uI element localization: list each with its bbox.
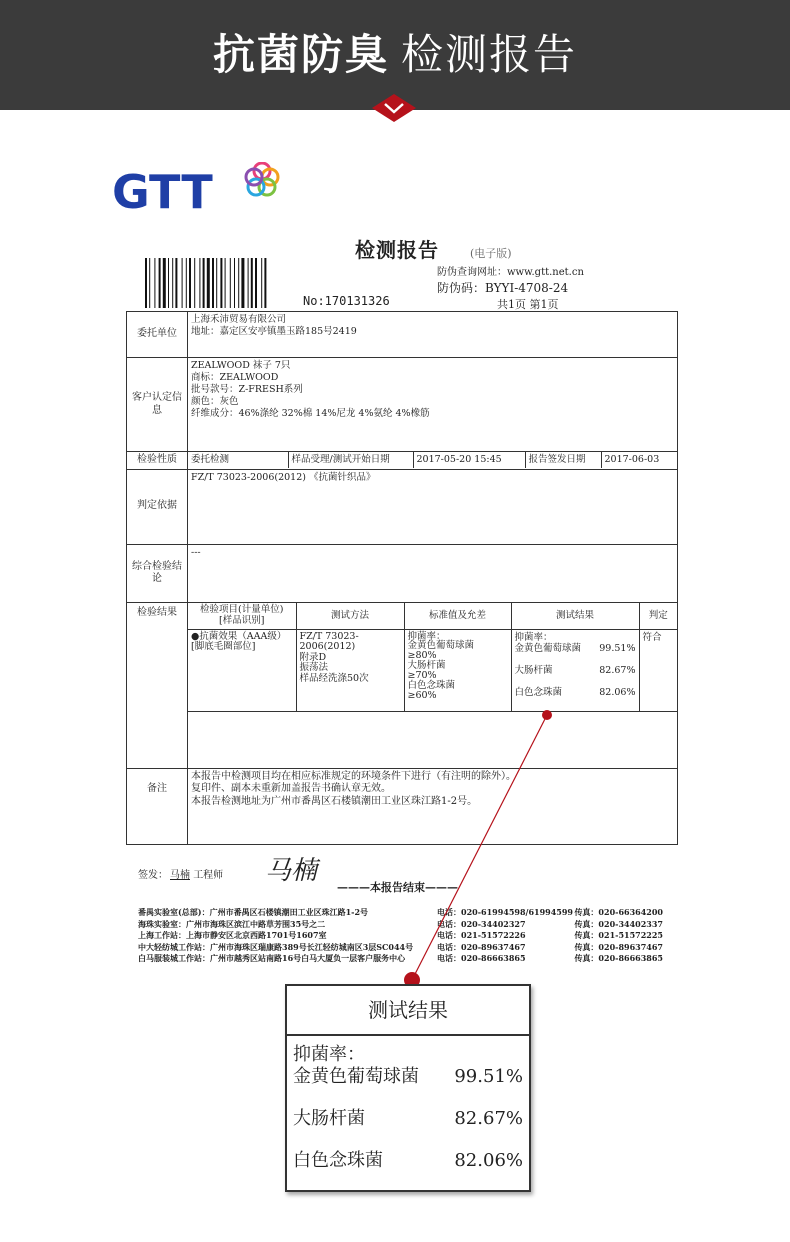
tel: 电话：020-61994598/61994599 xyxy=(437,907,574,917)
sample-line-3: 批号款号：Z-FRESH系列 xyxy=(191,383,303,395)
nature-value: 委托检测 xyxy=(188,452,288,468)
method-line-5: 样品经洗涤50次 xyxy=(299,673,369,684)
fax: 传真：021-51572225 xyxy=(574,930,663,940)
results-label: 检验结果 xyxy=(127,602,188,768)
header-method: 测试方法 xyxy=(296,603,404,630)
remarks-label: 备注 xyxy=(127,768,188,844)
sign-title: 工程师 xyxy=(193,870,224,881)
method-line-3: 附录D xyxy=(299,651,327,663)
callout-name: 白色念珠菌 xyxy=(293,1150,383,1171)
callout-value: 99.51% xyxy=(454,1066,523,1087)
result-name: 大肠杆菌 xyxy=(514,665,553,677)
callout-value: 82.67% xyxy=(454,1108,523,1129)
callout-value: 82.06% xyxy=(454,1150,523,1171)
tel: 电话：020-86663865 xyxy=(437,953,526,963)
standard-line-2: 金黄色葡萄球菌 xyxy=(407,640,475,652)
header-standard: 标准值及允差 xyxy=(404,603,511,630)
receive-date-value: 2017-05-20 15:45 xyxy=(413,452,525,468)
fax: 传真：020-86663865 xyxy=(574,953,663,963)
basis-label: 判定依据 xyxy=(127,469,188,544)
sample-line-1: ZEALWOOD 袜子 7只 xyxy=(191,360,291,371)
item-name: ●抗菌效果（AAA级） xyxy=(191,630,287,642)
method-line-4: 振荡法 xyxy=(299,662,329,674)
standard-line-7: ≥60% xyxy=(407,690,437,702)
issue-date-value: 2017-06-03 xyxy=(601,452,677,468)
document-title: 检测报告 xyxy=(355,238,439,262)
receive-date-label: 样品受理/测试开始日期 xyxy=(288,452,413,468)
report-end: ———本报告结束——— xyxy=(337,881,458,894)
remarks-line-2: 复印件、副本未重新加盖报告书确认章无效。 xyxy=(191,783,391,794)
sign-name: 马楠 xyxy=(170,870,190,881)
standard-line-4: 大肠杆菌 xyxy=(407,660,446,672)
address-line: 中大轻纺城工作站：广州市海珠区瑞康路389号长江轻纺城南区3层SC044号 xyxy=(138,941,414,952)
logo-text: GTT xyxy=(112,165,213,214)
standard-line-5: ≥70% xyxy=(407,670,437,682)
fax: 传真：020-34402337 xyxy=(574,918,663,929)
tel: 电话：020-89637467 xyxy=(437,941,526,952)
callout-anchor-dot xyxy=(542,710,552,720)
sample-line-2: 商标：ZEALWOOD xyxy=(191,371,279,383)
callout-body xyxy=(287,1036,529,1180)
client-name: 上海禾沛贸易有限公司 xyxy=(191,314,287,325)
address-line: 番禺实验室(总部)：广州市番禺区石楼镇潮田工业区珠江路1-2号 xyxy=(138,907,369,917)
address-line: 海珠实验室：广州市海珠区滨江中路草芳围35号之二 xyxy=(138,918,326,929)
remarks-line-3: 本报告检测地址为广州市番禺区石楼镇潮田工业区珠江路1-2号。 xyxy=(191,795,478,807)
method-line-2: 2006(2012) xyxy=(299,641,356,653)
issue-date-label: 报告签发日期 xyxy=(525,452,601,468)
callout-name: 大肠杆菌 xyxy=(293,1108,365,1129)
tel: 电话：021-51572226 xyxy=(437,930,526,940)
result-callout xyxy=(285,984,531,1192)
fax: 传真：020-89637467 xyxy=(574,941,663,952)
result-name: 白色念珠菌 xyxy=(514,687,563,699)
callout-title: 测试结果 xyxy=(287,986,529,1036)
standard-line-1: 抑菌率： xyxy=(407,630,446,642)
result-value: 82.67% xyxy=(599,665,636,677)
anti-fake-url: 防伪查询网址：www.gtt.net.cn xyxy=(437,267,584,278)
standard-line-6: 白色念珠菌 xyxy=(407,680,456,692)
standard-line-3: ≥80% xyxy=(407,650,437,662)
header-judge: 判定 xyxy=(639,603,677,630)
tel: 电话：020-34402327 xyxy=(437,918,526,929)
sample-line-4: 颜色：灰色 xyxy=(191,395,239,407)
address-line: 白马服装城工作站：广州市越秀区站南路16号白马大厦负一层客户服务中心 xyxy=(138,953,406,963)
callout-row xyxy=(293,1150,523,1172)
sign-label: 签发： xyxy=(138,870,168,881)
anti-fake-code: 防伪码：BYYI-4708-24 xyxy=(437,281,569,295)
client-address: 地址：嘉定区安亭镇墨玉路185号2419 xyxy=(191,325,357,337)
basis-value: FZ/T 73023-2006(2012) 《抗菌针织品》 xyxy=(188,469,678,544)
result-name: 金黄色葡萄球菌 xyxy=(514,643,582,655)
header-result: 测试结果 xyxy=(511,603,639,630)
handwritten-signature: 马楠 xyxy=(265,856,318,886)
callout-row xyxy=(293,1108,523,1130)
callout-head: 抑菌率： xyxy=(293,1044,365,1065)
document-number: No:170131326 xyxy=(303,294,390,308)
callout-name: 金黄色葡萄球菌 xyxy=(293,1066,419,1087)
fax: 传真：020-66364200 xyxy=(574,907,663,917)
banner-title-light: 检测报告 xyxy=(401,30,578,79)
sample-label: 客户认定信息 xyxy=(127,358,188,452)
method-line-1: FZ/T 73023- xyxy=(299,630,359,642)
result-head: 抑菌率： xyxy=(514,631,553,643)
header-item-sub: [样品识别] xyxy=(219,614,265,626)
remarks-line-1: 本报告中检测项目均在相应标准规定的环境条件下进行（有注明的除外）。 xyxy=(191,770,516,782)
client-label: 委托单位 xyxy=(127,312,188,358)
conclusion-label: 综合检验结论 xyxy=(127,544,188,602)
document-subtitle: (电子版) xyxy=(470,247,512,260)
result-value: 82.06% xyxy=(599,687,636,699)
address-line: 上海工作站：上海市静安区北京西路1701号1607室 xyxy=(138,930,327,940)
banner-title-bold: 抗菌防臭 xyxy=(212,30,389,79)
nature-label: 检验性质 xyxy=(127,452,188,470)
result-value: 99.51% xyxy=(599,643,636,655)
callout-row xyxy=(293,1066,523,1088)
conclusion-value: --- xyxy=(188,544,678,602)
judge-cell: 符合 xyxy=(639,629,677,711)
page-count: 共1页 第1页 xyxy=(497,298,559,311)
header-item-text: 检验项目(计量单位) xyxy=(200,604,284,616)
sample-line-5: 纤维成分：46%涤纶 32%棉 14%尼龙 4%氨纶 4%橡筋 xyxy=(191,407,430,419)
item-part: [脚底毛圈部位] xyxy=(191,641,256,653)
